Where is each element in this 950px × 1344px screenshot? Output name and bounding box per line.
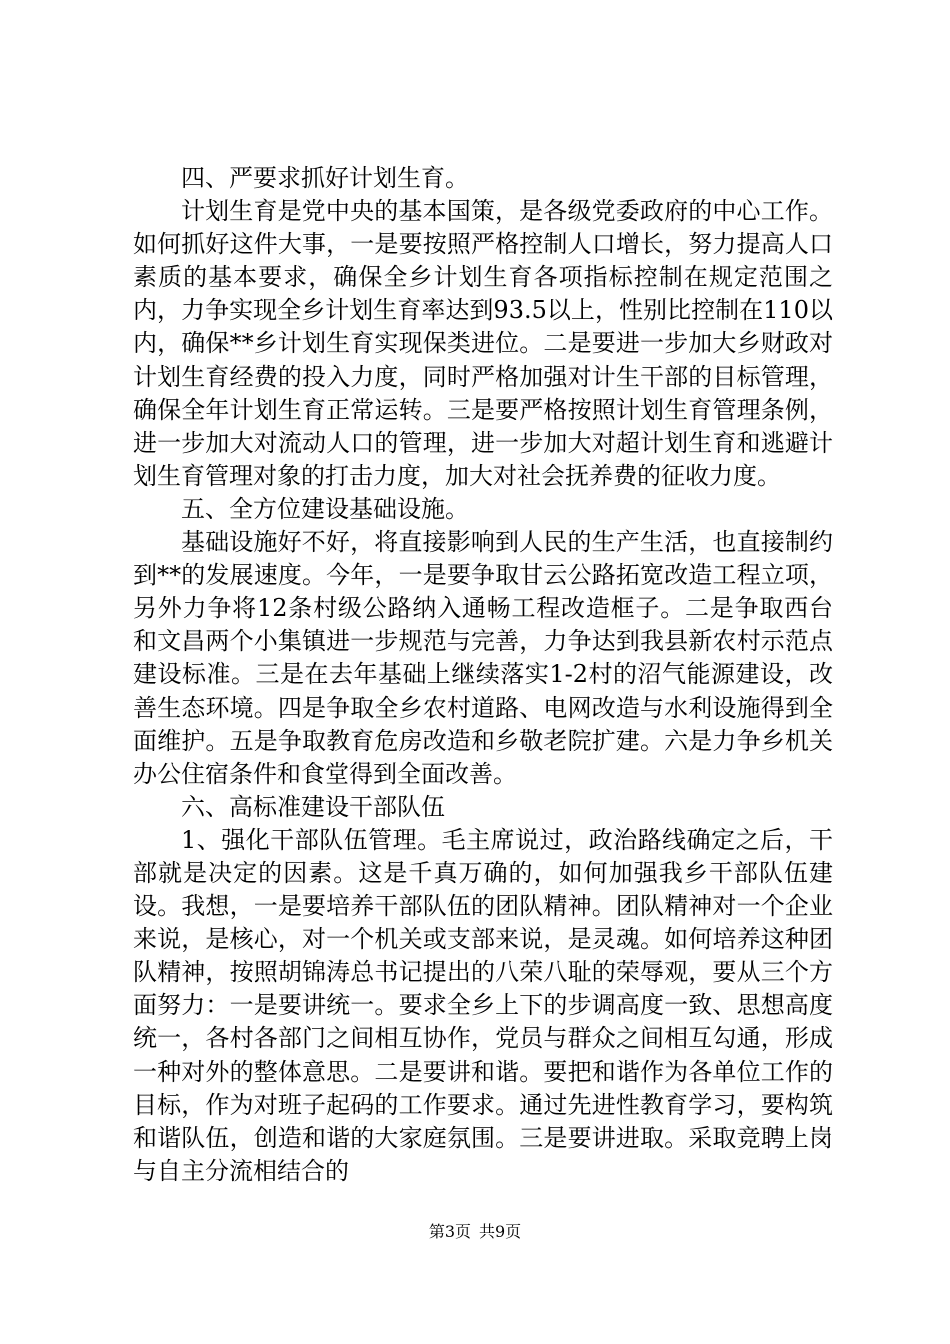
page-total: 共9页 — [479, 1222, 522, 1241]
paragraph-infrastructure: 基础设施好不好，将直接影响到人民的生产生活，也直接制约到**的发展速度。今年，一是要争取甘云公路拓宽改造工程立项，另外力争将12条村级公路纳入通畅工程改造框子。二是争取西台和文昌两个小集镇进一步规范与完善，力争达到我县新农村示范点建设标准。三是在去年基础上继续落实1-2村的沼气能源建设，改善生态环境。四是争取全乡农村道路、电网改造与水利设施得到全面维护。五是争取教育危房改造和乡敬老院扩建。六是力争乡机关办公住宿条件和食堂得到全面改善。 — [133, 528, 833, 788]
section-heading-5: 五、全方位建设基础设施。 — [181, 494, 469, 523]
section-heading-4: 四、严要求抓好计划生育。 — [181, 164, 469, 192]
page-number: 第3页 — [428, 1222, 471, 1241]
page-footer — [0, 1222, 950, 1242]
paragraph-family-planning: 计划生育是党中央的基本国策，是各级党委政府的中心工作。如何抓好这件大事，一是要按照严格控制人口增长，努力提高人口素质的基本要求，确保全乡计划生育各项指标控制在规定范围之内，力争实现全乡计划生育率达到93.5以上，性别比控制在110以内，确保**乡计划生育实现保类进位。二是要进一步加大乡财政对计划生育经费的投入力度，同时严格加强对计生干部的目标管理，确保全年计划生育正常运转。三是要严格按照计划生育管理条例，进一步加大对流动人口的管理，进一步加大对超计划生育和逃避计划生育管理对象的打击力度，加大对社会抚养费的征收力度。 — [133, 197, 833, 490]
paragraph-cadre-management: 1、强化干部队伍管理。毛主席说过，政治路线确定之后，干部就是决定的因素。这是千真万确的，如何加强我乡干部队伍建设。我想，一是要培养干部队伍的团队精神。团队精神对一个企业来说，是核心，对一个机关或支部来说，是灵魂。如何培养这种团队精神，按照胡锦涛总书记提出的八荣八耻的荣辱观，要从三个方面努力：一是要讲统一。要求全乡上下的步调高度一致、思想高度统一，各村各部门之间相互协作，党员与群众之间相互勾通，形成一种对外的整体意思。二是要讲和谐。要把和谐作为各单位工作的目标，作为对班子起码的工作要求。通过先进性教育学习，要构筑和谐队伍，创造和谐的大家庭氛围。三是要讲进取。采取竞聘上岗与自主分流相结合的 — [133, 825, 833, 1185]
document-body — [133, 162, 833, 1188]
section-heading-6: 六、高标准建设干部队伍 — [181, 792, 445, 821]
